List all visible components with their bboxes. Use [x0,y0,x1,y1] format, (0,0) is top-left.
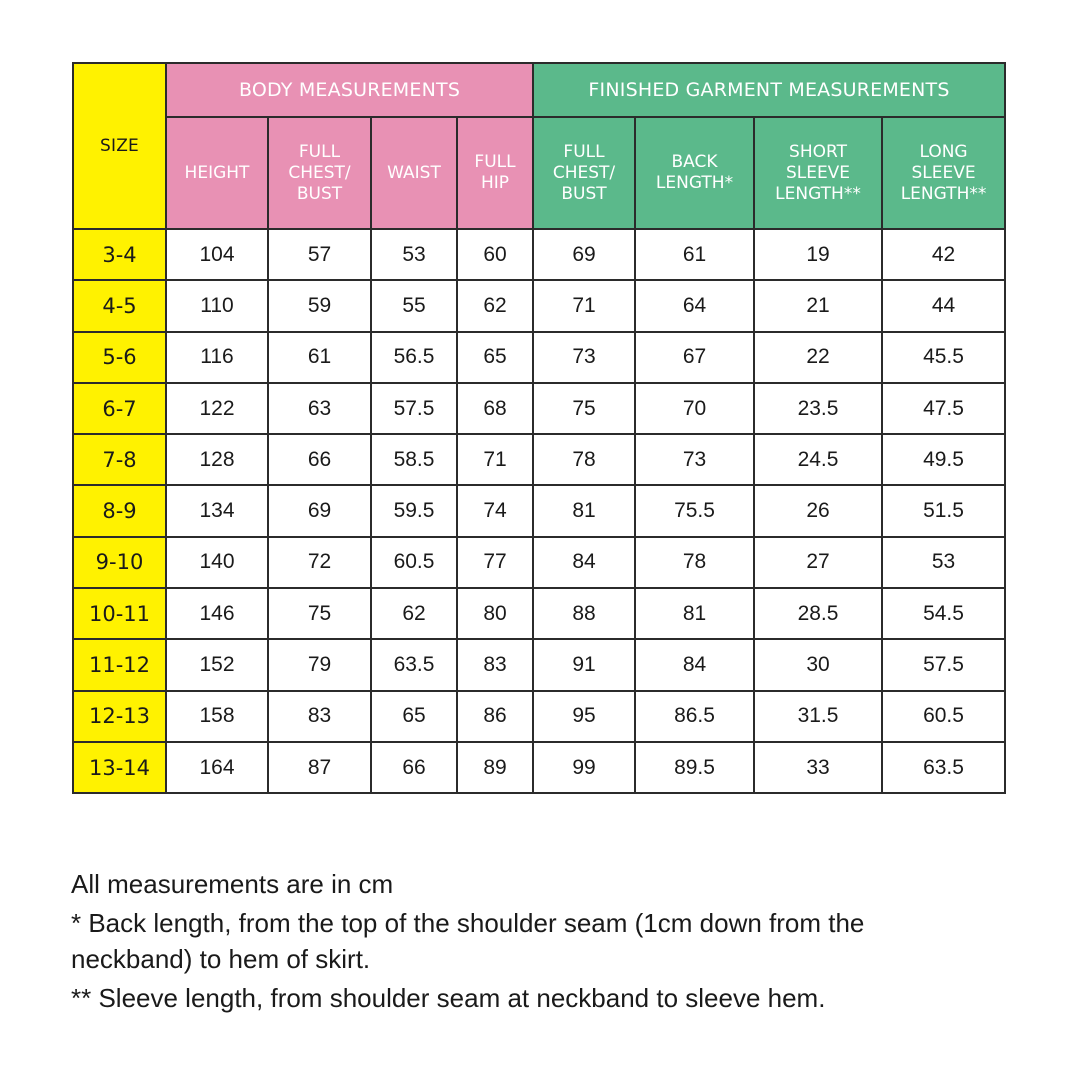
full-hip-cell: 77 [457,537,533,588]
waist-cell: 53 [371,229,457,280]
garment-chest-bust-cell: 81 [533,485,635,536]
garment-chest-bust-cell: 91 [533,639,635,690]
full-hip-cell: 89 [457,742,533,793]
height-cell: 158 [166,691,268,742]
table-row [73,485,1005,536]
table-row [73,691,1005,742]
size-cell: 6-7 [73,383,166,434]
table-row [73,383,1005,434]
long-sleeve-length-cell: 63.5 [882,742,1005,793]
size-cell: 5-6 [73,332,166,383]
garment-chest-bust-cell: 75 [533,383,635,434]
back-length-cell: 86.5 [635,691,754,742]
back-length-cell: 70 [635,383,754,434]
waist-cell: 55 [371,280,457,331]
height-cell: 104 [166,229,268,280]
size-cell: 10-11 [73,588,166,639]
back-length-footnote: * Back length, from the top of the shoulder seam (1cm down from the neckband) to hem of skirt. [71,908,865,974]
size-cell: 11-12 [73,639,166,690]
height-column-header: HEIGHT [166,117,268,229]
waist-cell: 63.5 [371,639,457,690]
waist-cell: 56.5 [371,332,457,383]
size-cell: 13-14 [73,742,166,793]
waist-cell: 66 [371,742,457,793]
short-sleeve-length-column-header: SHORT SLEEVE LENGTH** [754,117,882,229]
full-chest-bust-cell: 83 [268,691,371,742]
back-length-column-header: BACK LENGTH* [635,117,754,229]
back-length-cell: 73 [635,434,754,485]
long-sleeve-length-cell: 44 [882,280,1005,331]
table-row [73,588,1005,639]
full-chest-bust-cell: 63 [268,383,371,434]
size-column-header: SIZE [73,63,166,229]
full-chest-bust-cell: 61 [268,332,371,383]
size-cell: 8-9 [73,485,166,536]
height-cell: 128 [166,434,268,485]
long-sleeve-length-cell: 57.5 [882,639,1005,690]
full-chest-bust-cell: 87 [268,742,371,793]
size-chart-body [73,229,1005,793]
waist-column-header: WAIST [371,117,457,229]
garment-chest-bust-cell: 99 [533,742,635,793]
garment-chest-bust-cell: 73 [533,332,635,383]
waist-cell: 57.5 [371,383,457,434]
short-sleeve-length-cell: 22 [754,332,882,383]
back-length-cell: 67 [635,332,754,383]
size-cell: 4-5 [73,280,166,331]
height-cell: 140 [166,537,268,588]
full-hip-cell: 60 [457,229,533,280]
full-chest-bust-cell: 57 [268,229,371,280]
full-hip-cell: 83 [457,639,533,690]
full-chest-bust-cell: 75 [268,588,371,639]
group-header-row [73,63,1005,117]
size-cell: 7-8 [73,434,166,485]
height-cell: 116 [166,332,268,383]
garment-chest-bust-cell: 69 [533,229,635,280]
full-chest-bust-cell: 59 [268,280,371,331]
short-sleeve-length-cell: 31.5 [754,691,882,742]
back-length-cell: 75.5 [635,485,754,536]
height-cell: 122 [166,383,268,434]
sleeve-length-footnote: ** Sleeve length, from shoulder seam at neckband to sleeve hem. [71,983,826,1013]
back-length-cell: 64 [635,280,754,331]
height-cell: 146 [166,588,268,639]
full-hip-column-header: FULL HIP [457,117,533,229]
long-sleeve-length-cell: 47.5 [882,383,1005,434]
size-cell: 3-4 [73,229,166,280]
long-sleeve-length-cell: 49.5 [882,434,1005,485]
column-header-row [73,117,1005,229]
waist-cell: 60.5 [371,537,457,588]
long-sleeve-length-cell: 42 [882,229,1005,280]
short-sleeve-length-cell: 19 [754,229,882,280]
full-hip-cell: 80 [457,588,533,639]
long-sleeve-length-column-header: LONG SLEEVE LENGTH** [882,117,1005,229]
table-row [73,742,1005,793]
long-sleeve-length-cell: 53 [882,537,1005,588]
size-cell: 9-10 [73,537,166,588]
height-cell: 164 [166,742,268,793]
full-chest-bust-cell: 72 [268,537,371,588]
table-row [73,537,1005,588]
waist-cell: 58.5 [371,434,457,485]
short-sleeve-length-cell: 24.5 [754,434,882,485]
long-sleeve-length-cell: 60.5 [882,691,1005,742]
full-hip-cell: 65 [457,332,533,383]
long-sleeve-length-cell: 45.5 [882,332,1005,383]
back-length-cell: 81 [635,588,754,639]
garment-chest-bust-cell: 71 [533,280,635,331]
long-sleeve-length-cell: 51.5 [882,485,1005,536]
size-chart-table [72,62,1006,794]
garment-chest-bust-cell: 95 [533,691,635,742]
height-cell: 134 [166,485,268,536]
table-row [73,280,1005,331]
garment-chest-bust-cell: 88 [533,588,635,639]
waist-cell: 59.5 [371,485,457,536]
garment-chest-bust-cell: 78 [533,434,635,485]
short-sleeve-length-cell: 33 [754,742,882,793]
finished-garment-measurements-header: FINISHED GARMENT MEASUREMENTS [533,63,1005,117]
full-hip-cell: 68 [457,383,533,434]
waist-cell: 65 [371,691,457,742]
full-chest-bust-cell: 79 [268,639,371,690]
short-sleeve-length-cell: 30 [754,639,882,690]
full-chest-bust-cell: 69 [268,485,371,536]
short-sleeve-length-cell: 23.5 [754,383,882,434]
back-length-cell: 84 [635,639,754,690]
table-row [73,639,1005,690]
short-sleeve-length-cell: 28.5 [754,588,882,639]
table-row [73,332,1005,383]
back-length-cell: 89.5 [635,742,754,793]
short-sleeve-length-cell: 27 [754,537,882,588]
long-sleeve-length-cell: 54.5 [882,588,1005,639]
table-row [73,229,1005,280]
full-hip-cell: 86 [457,691,533,742]
short-sleeve-length-cell: 26 [754,485,882,536]
garment-chest-bust-column-header: FULL CHEST/ BUST [533,117,635,229]
full-chest-bust-cell: 66 [268,434,371,485]
table-row [73,434,1005,485]
full-hip-cell: 71 [457,434,533,485]
size-cell: 12-13 [73,691,166,742]
body-measurements-header: BODY MEASUREMENTS [166,63,533,117]
short-sleeve-length-cell: 21 [754,280,882,331]
back-length-cell: 78 [635,537,754,588]
full-hip-cell: 62 [457,280,533,331]
units-note: All measurements are in cm [71,869,394,899]
waist-cell: 62 [371,588,457,639]
full-chest-bust-column-header: FULL CHEST/ BUST [268,117,371,229]
height-cell: 152 [166,639,268,690]
measurement-notes [71,866,991,1019]
height-cell: 110 [166,280,268,331]
full-hip-cell: 74 [457,485,533,536]
garment-chest-bust-cell: 84 [533,537,635,588]
back-length-cell: 61 [635,229,754,280]
